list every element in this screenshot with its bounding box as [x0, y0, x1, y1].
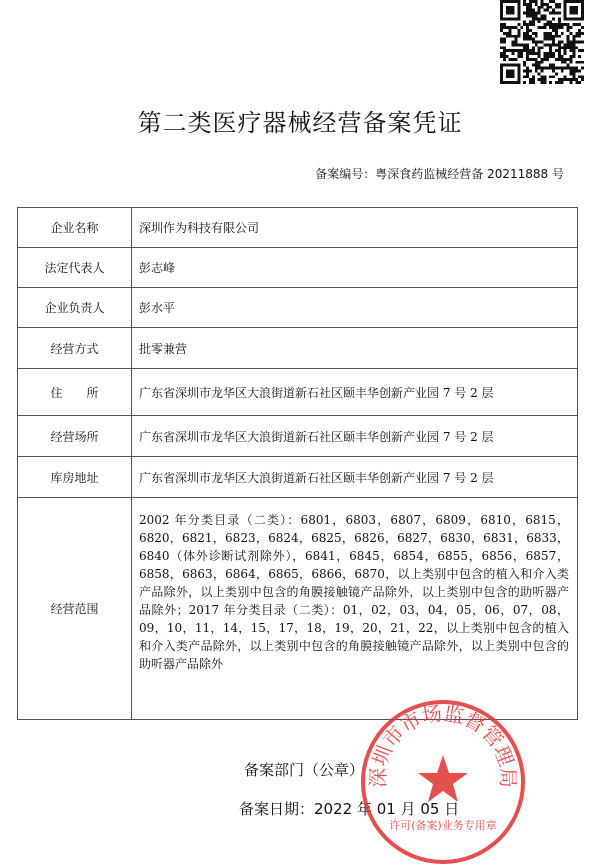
- domicile-value: 广东省深圳市龙华区大浪街道新石社区颐丰华创新产业园 7 号 2 层: [132, 369, 578, 416]
- seal-text: 深圳市市场监督管理局: [365, 701, 521, 788]
- official-seal-icon: [358, 697, 528, 867]
- table-row: [18, 208, 578, 248]
- certificate-table: [17, 207, 578, 720]
- business-premises-value: 广东省深圳市龙华区大浪街道新石社区颐丰华创新产业园 7 号 2 层: [132, 416, 578, 457]
- table-row: [18, 416, 578, 457]
- table-row: [18, 457, 578, 498]
- enterprise-head-value: 彭水平: [132, 288, 578, 328]
- business-mode-label: 经营方式: [18, 328, 132, 369]
- legal-representative-value: 彭志峰: [132, 248, 578, 288]
- table-row: [18, 369, 578, 416]
- business-scope-label: 经营范围: [18, 498, 132, 720]
- company-name-value: 深圳作为科技有限公司: [132, 208, 578, 248]
- company-name-label: 企业名称: [18, 208, 132, 248]
- business-mode-value: 批零兼营: [132, 328, 578, 369]
- seal-subtext: 许可(备案)业务专用章: [389, 819, 497, 832]
- filing-department: 备案部门（公章）: [244, 761, 365, 779]
- record-number: 备案编号：粤深食药监械经营备 20211888 号: [315, 167, 564, 181]
- enterprise-head-label: 企业负责人: [18, 288, 132, 328]
- filing-date: 备案日期：2022 年 01 月 05 日: [239, 800, 460, 818]
- domicile-label: 住 所: [18, 369, 132, 416]
- business-premises-label: 经营场所: [18, 416, 132, 457]
- table-row: [18, 328, 578, 369]
- table-row: [18, 248, 578, 288]
- table-row: [18, 288, 578, 328]
- warehouse-address-value: 广东省深圳市龙华区大浪街道新石社区颐丰华创新产业园 7 号 2 层: [132, 457, 578, 498]
- qr-code: [494, 0, 590, 84]
- business-scope-value: 2002 年分类目录（二类）：6801，6803，6807，6809，6810，6815，6820，6821，6823，6824，6825，6826，6827，6830，6831，6833，6840（体外诊断试剂除外），6841，6845，6854，6855，6856，6857，6858，6863，6864，6865，6866，6870，以上类别中包含的植入和介入类产品除外，以上类别中包含的角膜接触镜产品除外，以上类别中包含的助听器产品除外；2017 年分类目录（二类）：01，02，03，04，05，06，07，08，09，10，11，14，15，17，18，19，20，21，22，以上类别中包含的植入和介入类产品除外，以上类别中包含的角膜接触镜产品除外，以上类别中包含的助听器产品除外: [132, 498, 578, 720]
- legal-representative-label: 法定代表人: [18, 248, 132, 288]
- warehouse-address-label: 库房地址: [18, 457, 132, 498]
- table-row: [18, 498, 578, 720]
- document-title: 第二类医疗器械经营备案凭证: [137, 109, 463, 137]
